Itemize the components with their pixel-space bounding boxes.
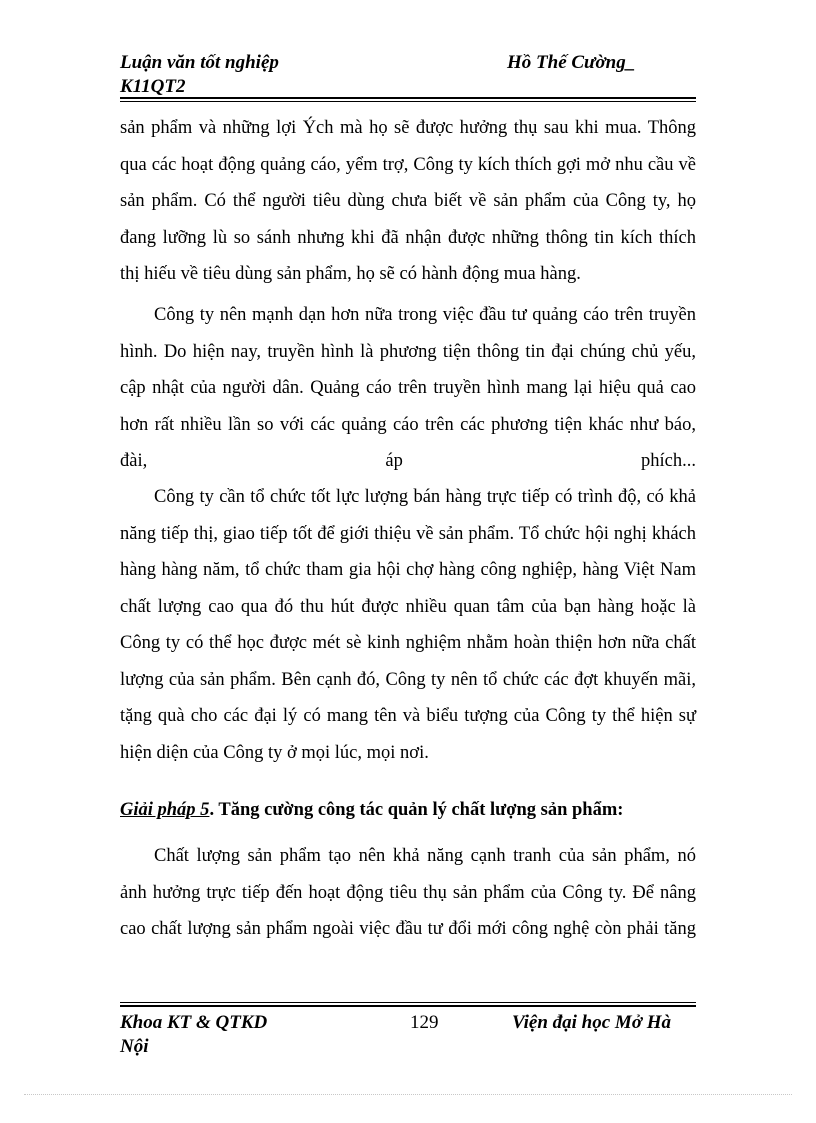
- section-paragraph: [120, 838, 696, 948]
- page-number: 129: [410, 1012, 439, 1033]
- paragraph-3-line: hiện diện của Công ty ở mọi lúc, mọi nơi.: [120, 742, 429, 763]
- paragraph-2-line: hơn rất nhiều lần so với các quảng cáo trên các phương tiện khác như báo,: [120, 414, 696, 435]
- paragraph-1-line: thị hiếu về tiêu dùng sản phẩm, họ sẽ có hành động mua hàng.: [120, 264, 581, 284]
- paragraph-1-line: đang lưỡng lù so sánh nhưng khi đã nhận được những thông tin kích thích: [120, 227, 696, 248]
- page-edge-dotted-line: [24, 1094, 792, 1095]
- paragraph-3-line: chất lượng cao qua đó thu hút được nhiều quan tâm của bạn hàng hoặc là: [120, 596, 696, 617]
- paragraph-3-line: tặng quà cho các đại lý có mang tên và biểu tượng của Công ty thể hiện sự: [120, 706, 696, 726]
- section-heading: [120, 800, 696, 821]
- paragraph-2-line: đài, áp phích...: [120, 451, 696, 471]
- paragraph-2-line: hình. Do hiện nay, truyền hình là phương tiện thông tin đại chúng chủ yếu,: [120, 341, 696, 362]
- section-paragraph-line: cao chất lượng sản phẩm ngoài việc đầu tư đổi mới công nghệ còn phải tăng: [120, 919, 696, 939]
- paragraph-1-line: sản phẩm và những lợi Ých mà họ sẽ được hưởng thụ sau khi mua. Thông: [120, 118, 696, 138]
- paragraph-3-line: lượng của sản phẩm. Bên cạnh đó, Công ty nên tổ chức các đợt khuyến mãi,: [120, 669, 696, 690]
- header-class-code: K11QT2: [120, 76, 186, 97]
- header-rule-thick: [120, 97, 696, 99]
- paragraph-2: [120, 297, 696, 480]
- paragraph-1: [120, 110, 696, 293]
- section-paragraph-line: Chất lượng sản phẩm tạo nên khả năng cạnh tranh của sản phẩm, nó: [154, 846, 696, 866]
- paragraph-1-line: qua các hoạt động quảng cáo, yểm trợ, Công ty kích thích gợi mở nhu cầu về: [120, 154, 696, 175]
- paragraph-2-line: Công ty nên mạnh dạn hơn nữa trong việc đầu tư quảng cáo trên truyền: [154, 305, 696, 325]
- paragraph-3-line: hàng hàng năm, tổ chức tham gia hội chợ hàng công nghiệp, hàng Việt Nam: [120, 560, 696, 580]
- paragraph-3-line: năng tiếp thị, giao tiếp tốt để giới thiệu về sản phẩm. Tổ chức hội nghị khách: [120, 523, 696, 544]
- paragraph-3-line: Công ty có thể học được mét sè kinh nghiệm nhằm hoàn thiện hơn nữa chất: [120, 633, 696, 653]
- section-paragraph-line: ảnh hưởng trực tiếp đến hoạt động tiêu thụ sản phẩm của Công ty. Để nâng: [120, 882, 696, 903]
- header-thesis-label: Luận văn tốt nghiệp: [120, 52, 279, 73]
- paragraph-1-line: sản phẩm. Có thể người tiêu dùng chưa biết về sản phẩm của Công ty, họ: [120, 191, 696, 211]
- section-label: Giải pháp 5: [120, 800, 210, 820]
- footer-rule-thin: [120, 1002, 696, 1003]
- paragraph-3: [120, 479, 696, 771]
- header-author-name: Hồ Thế Cường_: [507, 52, 636, 73]
- footer-rule-thick: [120, 1005, 696, 1007]
- footer-faculty: Khoa KT & QTKD: [120, 1012, 268, 1033]
- footer-institute: Viện đại học Mở Hà: [512, 1012, 672, 1033]
- header-rule-thin: [120, 101, 696, 102]
- section-title: . Tăng cường công tác quản lý chất lượng sản phẩm:: [209, 800, 624, 820]
- footer-city: Nội: [120, 1036, 149, 1057]
- paragraph-3-line: Công ty cần tổ chức tốt lực lượng bán hàng trực tiếp có trình độ, có khả: [154, 487, 696, 507]
- paragraph-2-line: cập nhật của người dân. Quảng cáo trên truyền hình mang lại hiệu quả cao: [120, 378, 696, 398]
